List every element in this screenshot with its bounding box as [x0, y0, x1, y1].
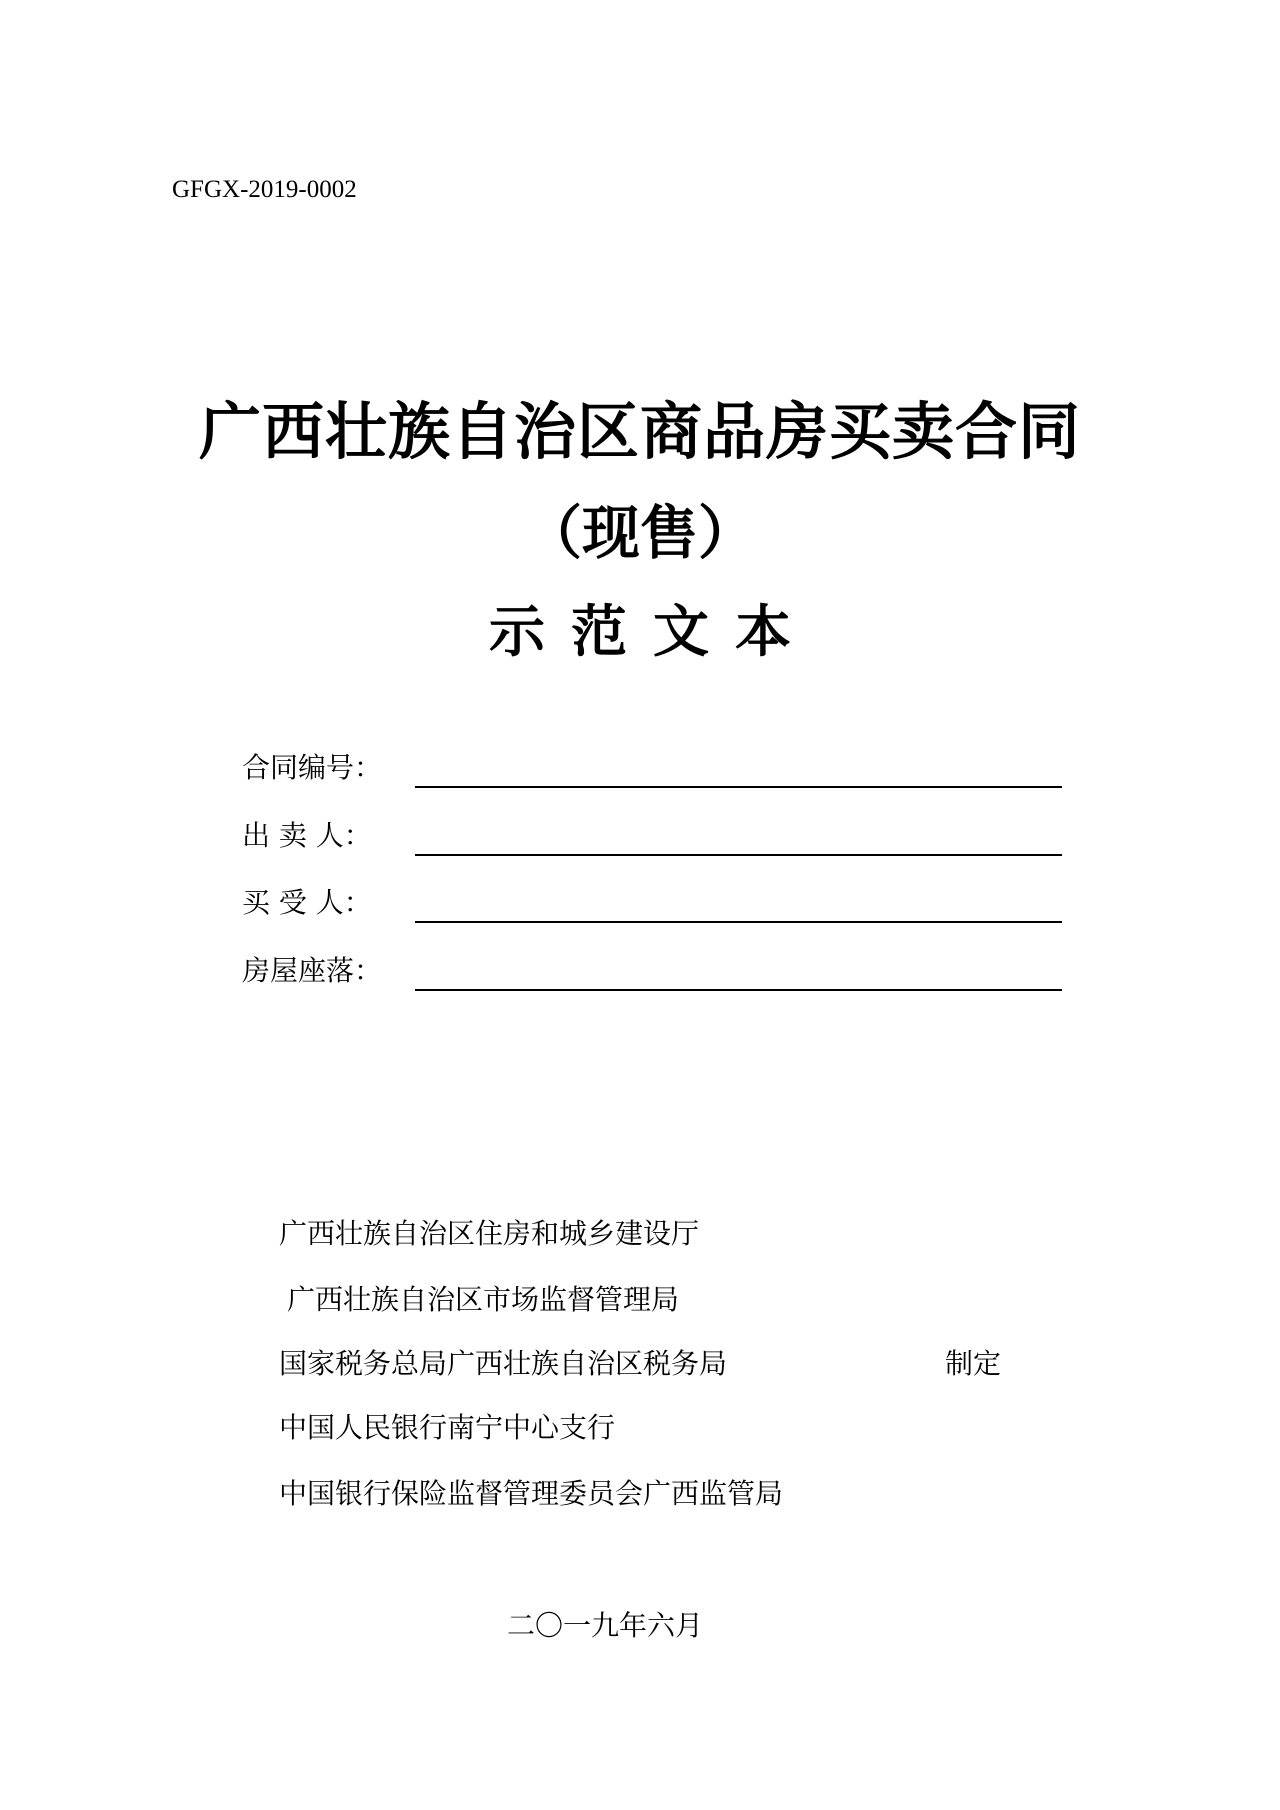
document-code: GFGX-2019-0002: [172, 176, 357, 203]
issuer-cbirc-guangxi: 中国银行保险监督管理委员会广西监管局: [279, 1477, 784, 1510]
document-subtitle: （现售）: [523, 499, 756, 567]
field-property-location: [242, 953, 1062, 993]
issued-label: 制定: [945, 1347, 1002, 1380]
field-contract-number: [242, 750, 1062, 790]
field-label: 出 卖 人：: [242, 819, 372, 852]
field-label: 买 受 人：: [242, 886, 372, 919]
document-title: 广西壮族自治区商品房买卖合同: [198, 395, 1081, 468]
field-label: 房屋座落：: [242, 954, 383, 987]
issuer-tax-bureau: 国家税务总局广西壮族自治区税务局: [279, 1347, 728, 1380]
field-seller: [242, 818, 1062, 858]
field-buyer: [242, 885, 1062, 925]
blank-line[interactable]: [415, 854, 1062, 856]
blank-line[interactable]: [415, 989, 1062, 991]
issuer-market-regulation: 广西壮族自治区市场监督管理局: [287, 1283, 680, 1316]
issuer-pboc-nanning: 中国人民银行南宁中心支行: [279, 1411, 616, 1444]
issue-date: 二〇一九年六月: [507, 1609, 704, 1642]
blank-line[interactable]: [415, 786, 1062, 788]
issuer-housing-dept: 广西壮族自治区住房和城乡建设厅: [279, 1217, 700, 1250]
field-label: 合同编号：: [242, 751, 383, 784]
blank-line[interactable]: [415, 921, 1062, 923]
document-type: 示范文本: [489, 599, 817, 665]
